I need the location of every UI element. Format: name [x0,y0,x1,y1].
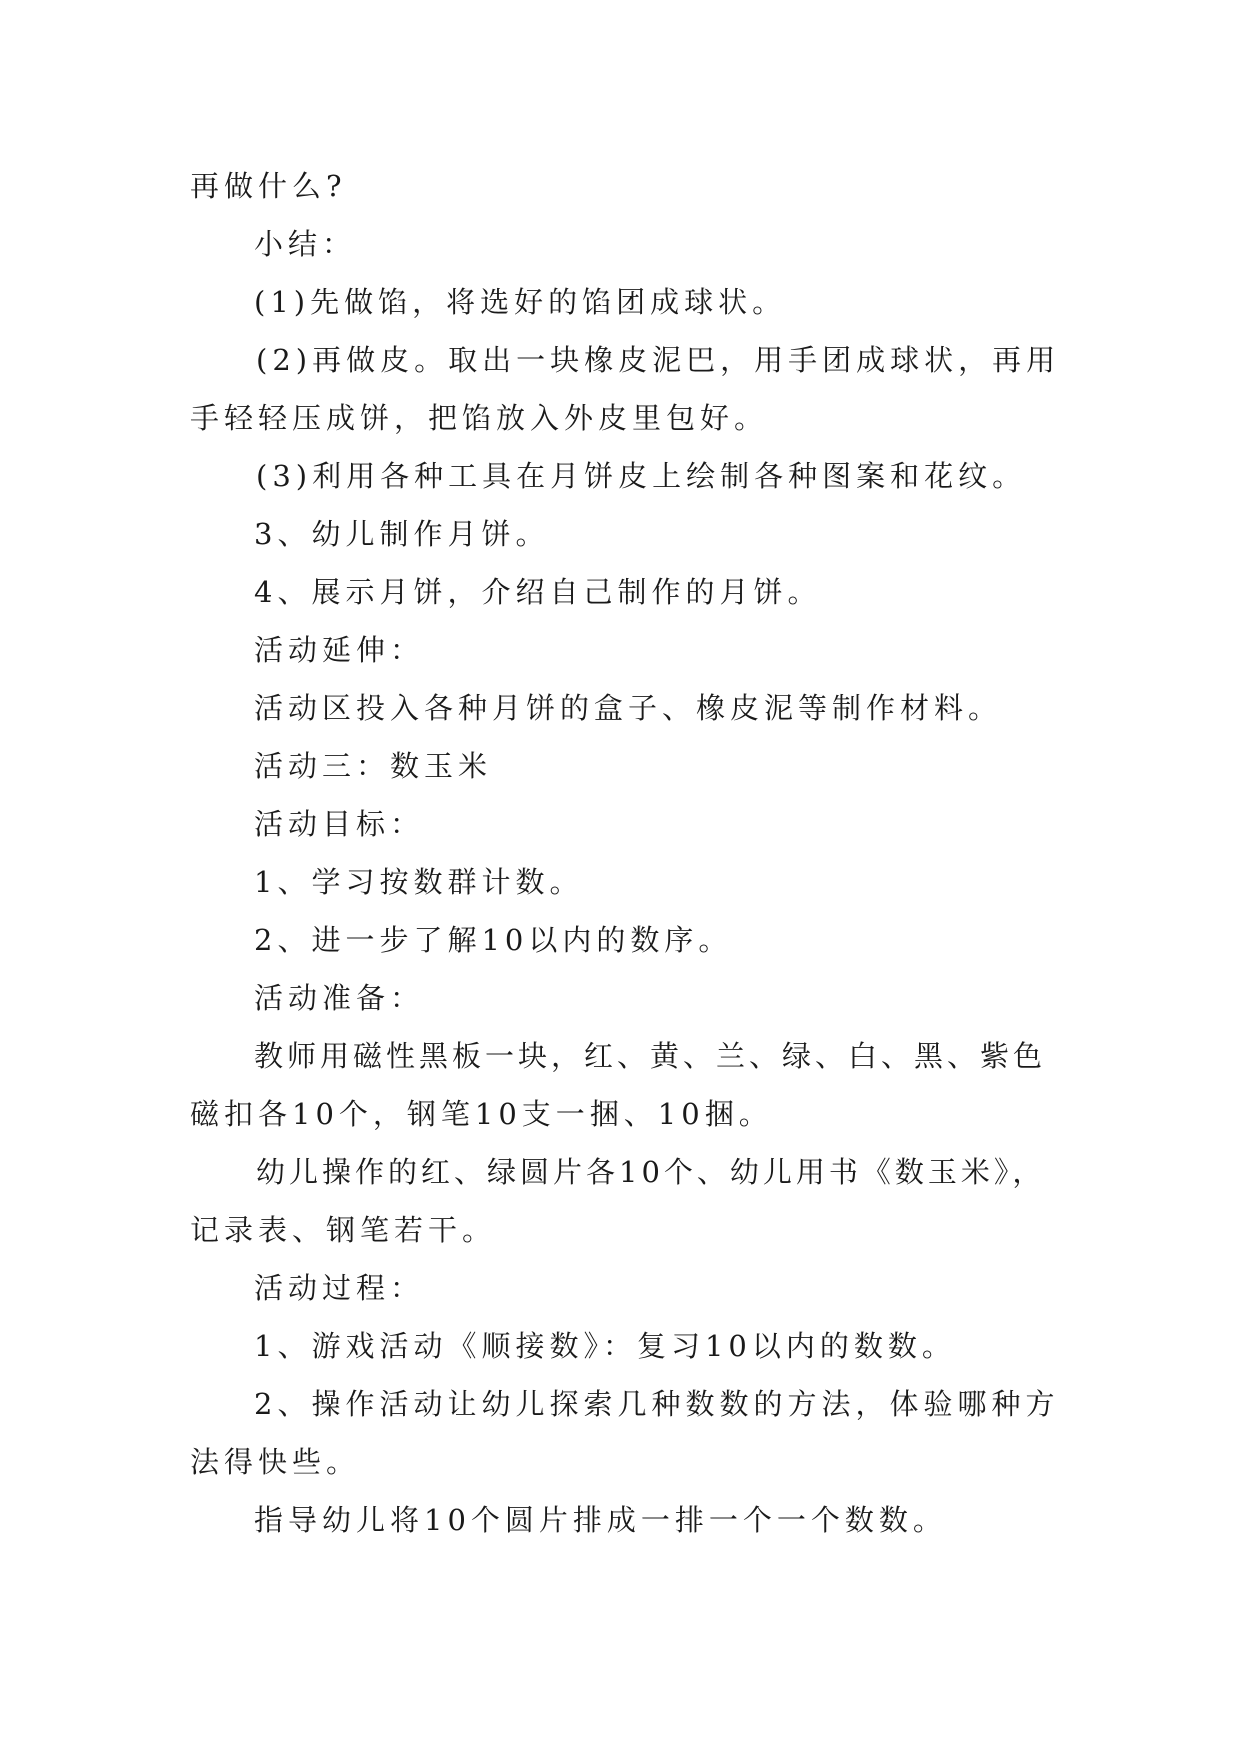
text-line: 3、幼儿制作月饼。 [254,517,550,551]
text-line: 活动过程： [254,1271,425,1305]
text-line: 2、进一步了解10以内的数序。 [254,923,733,957]
text-line: 幼儿操作的红、绿圆片各10个、幼儿用书《数玉米》， [256,1155,1046,1189]
text-line: 手轻轻压成饼，把馅放入外皮里包好。 [190,401,769,435]
text-line: 活动延伸： [254,633,425,667]
text-line: 再做什么? [190,169,347,203]
text-line: 1、学习按数群计数。 [254,865,584,899]
text-line: 指导幼儿将10个圆片排成一排一个一个数数。 [254,1503,947,1537]
text-line: (3)利用各种工具在月饼皮上绘制各种图案和花纹。 [256,459,1027,493]
text-line: 记录表、钢笔若干。 [190,1213,497,1247]
text-line: 4、展示月饼，介绍自己制作的月饼。 [254,575,822,609]
text-line: 活动区投入各种月饼的盒子、橡皮泥等制作材料。 [254,691,1003,725]
text-line: 活动三：数玉米 [254,749,493,783]
text-line: 1、游戏活动《顺接数》：复习10以内的数数。 [254,1329,956,1363]
text-line: 2、操作活动让幼儿探索几种数数的方法，体验哪种方 [254,1387,1060,1421]
text-line: 活动准备： [254,981,425,1015]
text-line: (1)先做馅，将选好的馅团成球状。 [254,285,787,319]
text-line: 教师用磁性黑板一块，红、黄、兰、绿、白、黑、紫色 [254,1039,1047,1073]
text-line: 活动目标： [254,807,425,841]
text-line: 法得快些。 [190,1445,361,1479]
text-line: 小结： [254,227,357,261]
text-line: (2)再做皮。取出一块橡皮泥巴，用手团成球状，再用 [256,343,1061,377]
text-line: 磁扣各10个，钢笔10支一捆、10捆。 [190,1097,773,1131]
